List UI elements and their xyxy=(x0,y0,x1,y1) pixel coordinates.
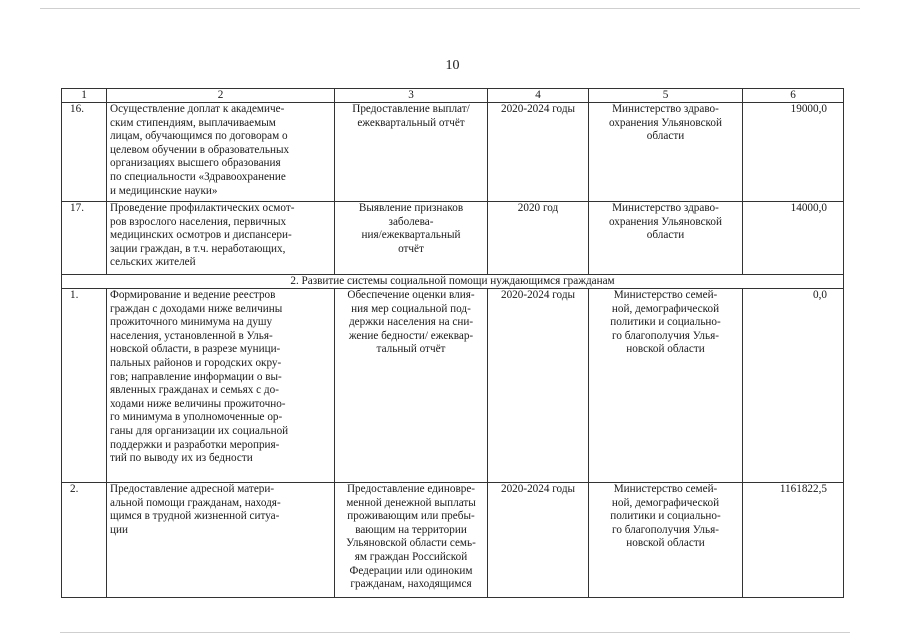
period-cell: 2020-2024 годы xyxy=(488,483,589,598)
page-number: 10 xyxy=(445,58,460,73)
result-cell: Выявление признаков заболева- ния/ежеквартальный отчёт xyxy=(335,202,488,275)
amount-cell: 0,0 xyxy=(743,289,844,483)
section-heading-row xyxy=(62,275,844,289)
column-number: 5 xyxy=(589,89,743,103)
activity-cell: Осуществление доплат к академиче- ским стипендиям, выплачиваемым лицам, обучающимся по договорам о целевом обучении в образовательных организациях высшего образования по специальности «Здравоохранение и медицинские науки» xyxy=(107,103,335,202)
scan-artifact-bottom xyxy=(60,632,850,633)
executor-cell: Министерство здраво- охранения Ульяновской области xyxy=(589,202,743,275)
executor-cell: Министерство здраво- охранения Ульяновской области xyxy=(589,103,743,202)
amount-cell: 14000,0 xyxy=(743,202,844,275)
column-number: 4 xyxy=(488,89,589,103)
row-number: 16. xyxy=(62,103,107,202)
table-row xyxy=(62,289,844,483)
result-cell: Предоставление единовре- менной денежной выплаты проживающим или пребы- вающим на территории Ульяновской области семь- ям граждан Российской Федерации или одиноким гражданам, находящимся xyxy=(335,483,488,598)
table-row xyxy=(62,103,844,202)
column-number: 2 xyxy=(107,89,335,103)
activities-table xyxy=(61,88,844,598)
result-cell: Обеспечение оценки влия- ния мер социальной под- держки населения на сни- жение бедности/ ежеквар- тальный отчёт xyxy=(335,289,488,483)
table-row xyxy=(62,202,844,275)
activity-cell: Предоставление адресной матери- альной помощи гражданам, находя- щимся в трудной жизненной ситуа- ции xyxy=(107,483,335,598)
executor-cell: Министерство семей- ной, демографической политики и социально- го благополучия Улья- новской области xyxy=(589,289,743,483)
period-cell: 2020-2024 годы xyxy=(488,289,589,483)
column-number: 6 xyxy=(743,89,844,103)
amount-cell: 1161822,5 xyxy=(743,483,844,598)
row-number: 17. xyxy=(62,202,107,275)
amount-cell: 19000,0 xyxy=(743,103,844,202)
period-cell: 2020-2024 годы xyxy=(488,103,589,202)
executor-cell: Министерство семей- ной, демографической политики и социально- го благополучия Улья- новской области xyxy=(589,483,743,598)
column-number: 3 xyxy=(335,89,488,103)
row-number: 2. xyxy=(62,483,107,598)
table-row xyxy=(62,483,844,598)
scan-artifact-top xyxy=(40,8,860,9)
result-cell: Предоставление выплат/ ежеквартальный отчёт xyxy=(335,103,488,202)
period-cell: 2020 год xyxy=(488,202,589,275)
column-number: 1 xyxy=(62,89,107,103)
row-number: 1. xyxy=(62,289,107,483)
activity-cell: Проведение профилактических осмот- ров взрослого населения, первичных медицинских осмотров и диспансери- зации граждан, в т.ч. неработающих, сельских жителей xyxy=(107,202,335,275)
section-heading: 2. Развитие системы социальной помощи нуждающимся гражданам xyxy=(62,275,844,289)
activity-cell: Формирование и ведение реестров граждан с доходами ниже величины прожиточного минимума на душу населения, установленной в Улья- новской области, в разрезе муници- пальных районов и городских окру- гов; направление информации о вы- явленных гражданах и семьях с до- ходами ниже величины прожиточно- го минимума в уполномоченные ор- ганы для организации их социальной поддержки и разработки мероприя- тий по выводу их из бедности xyxy=(107,289,335,483)
column-number-row xyxy=(62,89,844,103)
